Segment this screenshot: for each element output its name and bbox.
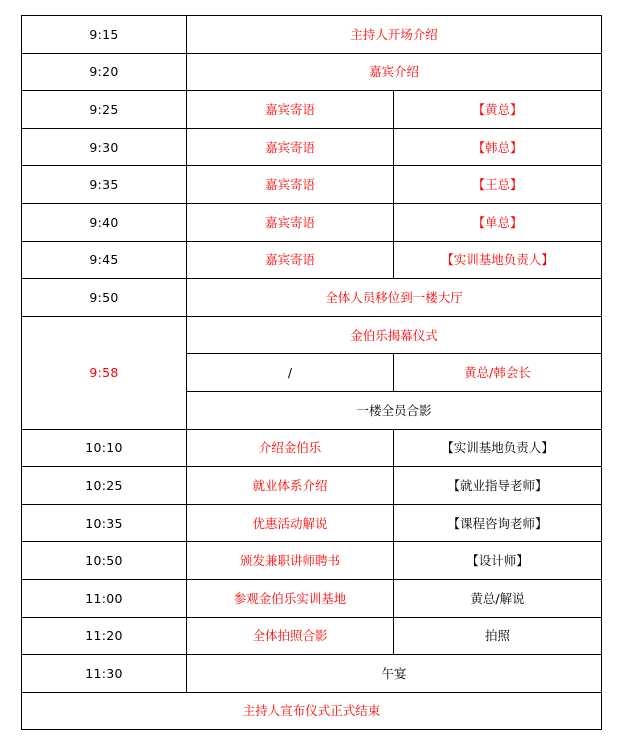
activity-cell: 嘉宾寄语 <box>187 203 394 241</box>
time-cell: 10:35 <box>22 504 187 542</box>
time-cell: 9:50 <box>22 279 187 317</box>
time-cell: 9:25 <box>22 91 187 129</box>
activity-cell: 优惠活动解说 <box>187 504 394 542</box>
person-cell: 【实训基地负责人】 <box>394 429 602 467</box>
person-cell: 【单总】 <box>394 203 602 241</box>
table-row <box>22 655 602 693</box>
person-cell: 拍照 <box>394 617 602 655</box>
activity-cell: 颁发兼职讲师聘书 <box>187 542 394 580</box>
table-row <box>22 542 602 580</box>
time-cell: 9:58 <box>22 316 187 429</box>
activity-cell: 嘉宾寄语 <box>187 241 394 279</box>
schedule-table <box>21 15 602 730</box>
time-cell: 9:40 <box>22 203 187 241</box>
person-cell: 【韩总】 <box>394 128 602 166</box>
activity-cell: 就业体系介绍 <box>187 467 394 505</box>
activity-cell: 嘉宾寄语 <box>187 166 394 204</box>
person-cell: 【设计师】 <box>394 542 602 580</box>
activity-cell: 全体拍照合影 <box>187 617 394 655</box>
time-cell: 11:30 <box>22 655 187 693</box>
table-row <box>22 279 602 317</box>
activity-cell: 全体人员移位到一楼大厅 <box>187 279 602 317</box>
activity-cell: 一楼全员合影 <box>187 391 602 429</box>
closing-cell: 主持人宣布仪式正式结束 <box>22 692 602 730</box>
table-row <box>22 467 602 505</box>
person-cell: 【黄总】 <box>394 91 602 129</box>
table-row <box>22 16 602 54</box>
person-cell: 黄总/韩会长 <box>394 354 602 392</box>
time-cell: 11:20 <box>22 617 187 655</box>
activity-cell: 嘉宾寄语 <box>187 128 394 166</box>
table-row <box>22 203 602 241</box>
table-row <box>22 617 602 655</box>
table-row <box>22 53 602 91</box>
activity-cell: 介绍金伯乐 <box>187 429 394 467</box>
person-cell: 【课程咨询老师】 <box>394 504 602 542</box>
person-cell: 黄总/解说 <box>394 579 602 617</box>
table-row <box>22 504 602 542</box>
activity-cell: 金伯乐揭幕仪式 <box>187 316 602 354</box>
table-row <box>22 128 602 166</box>
time-cell: 10:50 <box>22 542 187 580</box>
time-cell: 9:20 <box>22 53 187 91</box>
table-row <box>22 429 602 467</box>
activity-cell: 嘉宾介绍 <box>187 53 602 91</box>
table-row <box>22 241 602 279</box>
table-row <box>22 166 602 204</box>
time-cell: 10:25 <box>22 467 187 505</box>
activity-cell: 参观金伯乐实训基地 <box>187 579 394 617</box>
time-cell: 9:35 <box>22 166 187 204</box>
person-cell: 【就业指导老师】 <box>394 467 602 505</box>
time-cell: 10:10 <box>22 429 187 467</box>
table-row <box>22 91 602 129</box>
person-cell: 【王总】 <box>394 166 602 204</box>
time-cell: 9:15 <box>22 16 187 54</box>
table-row <box>22 692 602 730</box>
activity-cell: 午宴 <box>187 655 602 693</box>
time-cell: 9:45 <box>22 241 187 279</box>
time-cell: 11:00 <box>22 579 187 617</box>
activity-cell: / <box>187 354 394 392</box>
activity-cell: 主持人开场介绍 <box>187 16 602 54</box>
person-cell: 【实训基地负责人】 <box>394 241 602 279</box>
time-cell: 9:30 <box>22 128 187 166</box>
activity-cell: 嘉宾寄语 <box>187 91 394 129</box>
table-row <box>22 579 602 617</box>
table-row <box>22 316 602 354</box>
